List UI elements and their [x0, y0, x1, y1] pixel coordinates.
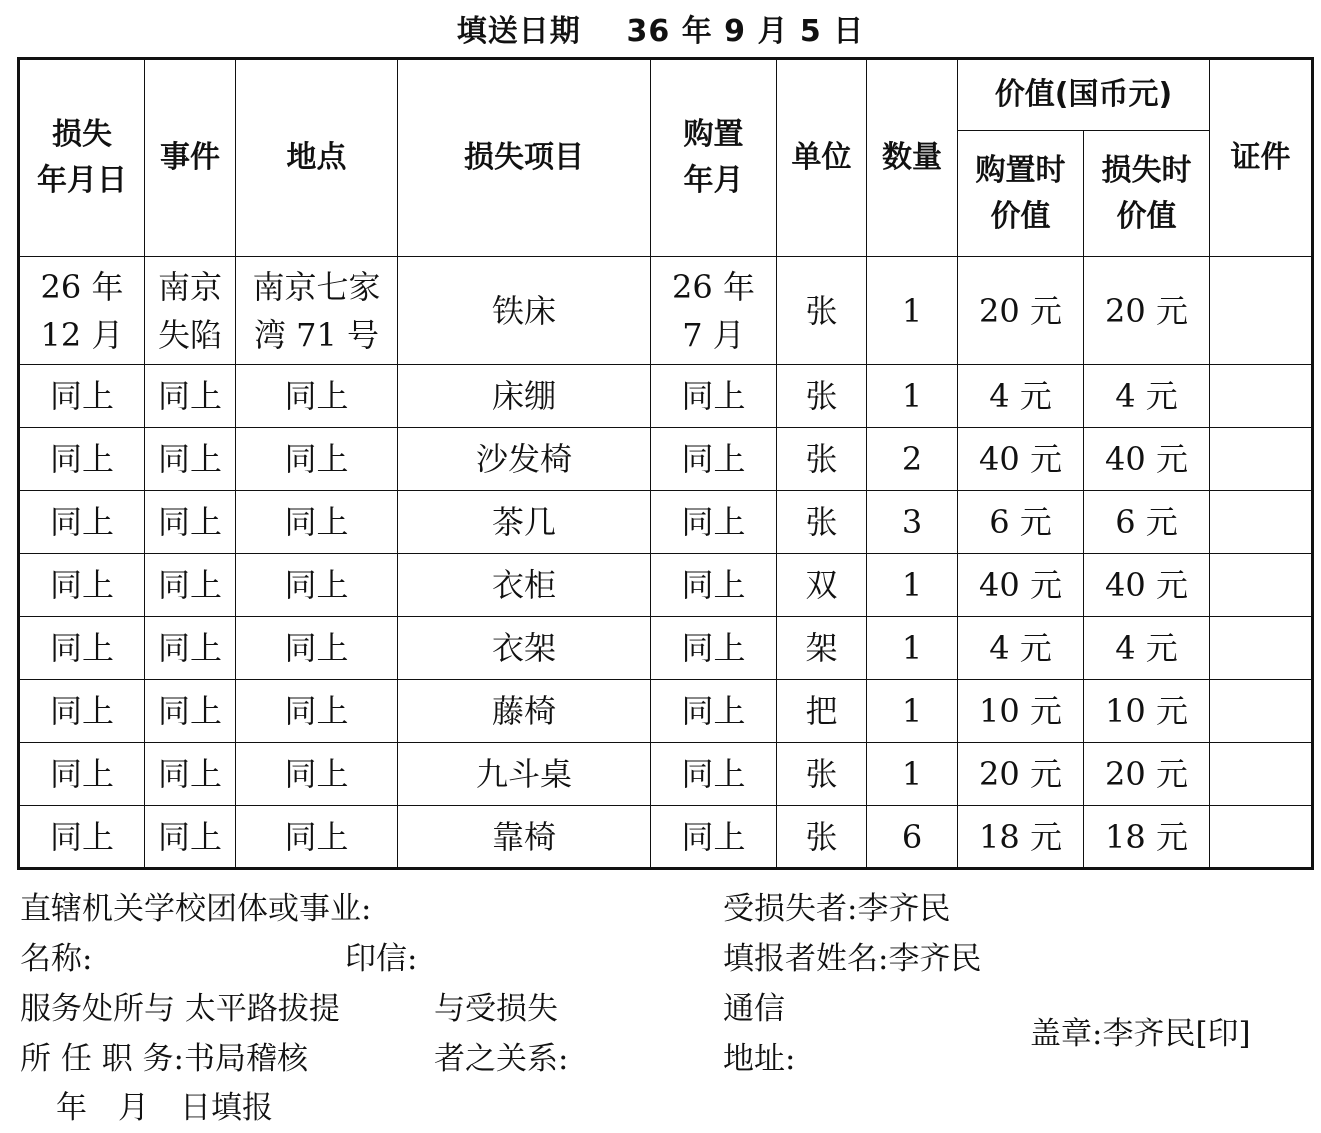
cell-event: 南京 失陷 — [145, 257, 236, 365]
position-line — [20, 1034, 308, 1084]
cell-value-at-loss: 18 元 — [1084, 806, 1210, 869]
cell-purchase-date: 同上 — [651, 365, 777, 428]
cell-event: 同上 — [145, 680, 236, 743]
cell-value-at-purchase: 6 元 — [958, 491, 1084, 554]
header-unit: 单位 — [777, 59, 867, 257]
table-row — [19, 554, 1313, 617]
cell-value-at-purchase: 4 元 — [958, 365, 1084, 428]
cell-event: 同上 — [145, 806, 236, 869]
reporter-label: 填报者姓名: — [723, 941, 889, 977]
relation-label-2: 者之关系: — [434, 1041, 569, 1077]
fill-date-line: 填送日期 36 年 9 月 5 日 — [456, 14, 865, 49]
relation-label-1: 与受损失 — [434, 991, 558, 1027]
fill-date-day: 5 — [799, 14, 822, 49]
stamp-line — [1030, 1009, 1251, 1059]
fill-date-label: 填送日期 — [456, 14, 581, 49]
table-row — [19, 365, 1313, 428]
header-loss-date: 损失 年月日 — [19, 59, 145, 257]
victim-label: 受损失者: — [723, 891, 858, 927]
table-row — [19, 428, 1313, 491]
cell-event: 同上 — [145, 617, 236, 680]
cell-purchase-date: 同上 — [651, 743, 777, 806]
header-value-at-purchase: 购置时 价值 — [958, 131, 1084, 257]
header-value-group: 价值(国币元) — [958, 59, 1210, 131]
cell-item: 床绷 — [398, 365, 651, 428]
victim-line — [723, 884, 950, 934]
cell-value-at-loss: 6 元 — [1084, 491, 1210, 554]
cell-item: 衣架 — [398, 617, 651, 680]
cell-place: 同上 — [236, 743, 398, 806]
cell-value-at-purchase: 10 元 — [958, 680, 1084, 743]
cell-value-at-loss: 4 元 — [1084, 365, 1210, 428]
table-header-row — [19, 59, 1313, 131]
ledger-body — [19, 257, 1313, 869]
cell-proof — [1210, 806, 1313, 869]
org-label: 直辖机关学校团体或事业: — [20, 891, 372, 927]
header-purchase-date: 购置 年月 — [651, 59, 777, 257]
table-row — [19, 743, 1313, 806]
cell-item: 靠椅 — [398, 806, 651, 869]
cell-value-at-loss: 10 元 — [1084, 680, 1210, 743]
cell-loss-date: 同上 — [19, 680, 145, 743]
header-place: 地点 — [236, 59, 398, 257]
cell-purchase-date: 同上 — [651, 680, 777, 743]
position-value: 书局稽核 — [184, 1041, 309, 1077]
position-label: 所 任 职 务: — [20, 1041, 185, 1077]
cell-purchase-date: 同上 — [651, 806, 777, 869]
cell-proof — [1210, 680, 1313, 743]
cell-place: 同上 — [236, 617, 398, 680]
cell-quantity: 1 — [867, 257, 958, 365]
cell-unit: 把 — [777, 680, 867, 743]
loss-ledger-table — [17, 57, 1314, 870]
header-value-at-loss: 损失时 价值 — [1084, 131, 1210, 257]
table-row — [19, 680, 1313, 743]
cell-value-at-loss: 20 元 — [1084, 257, 1210, 365]
service-value: 太平路拔提 — [184, 991, 340, 1027]
cell-value-at-purchase: 20 元 — [958, 743, 1084, 806]
service-label: 服务处所与 — [20, 991, 175, 1027]
cell-quantity: 1 — [867, 365, 958, 428]
cell-loss-date: 同上 — [19, 554, 145, 617]
cell-proof — [1210, 617, 1313, 680]
cell-value-at-loss: 40 元 — [1084, 428, 1210, 491]
cell-loss-date: 同上 — [19, 365, 145, 428]
cell-quantity: 1 — [867, 554, 958, 617]
cell-event: 同上 — [145, 428, 236, 491]
cell-proof — [1210, 365, 1313, 428]
cell-place: 同上 — [236, 428, 398, 491]
cell-value-at-loss: 20 元 — [1084, 743, 1210, 806]
cell-unit: 张 — [777, 491, 867, 554]
table-row — [19, 257, 1313, 365]
cell-loss-date: 同上 — [19, 428, 145, 491]
cell-purchase-date: 26 年 7 月 — [651, 257, 777, 365]
cell-purchase-date: 同上 — [651, 554, 777, 617]
header-item: 损失项目 — [398, 59, 651, 257]
stamp-label: 盖章: — [1030, 1016, 1103, 1052]
cell-place: 同上 — [236, 680, 398, 743]
header-proof: 证件 — [1210, 59, 1313, 257]
cell-item: 铁床 — [398, 257, 651, 365]
table-row — [19, 806, 1313, 869]
service-line — [20, 984, 340, 1034]
cell-loss-date: 同上 — [19, 617, 145, 680]
cell-value-at-purchase: 20 元 — [958, 257, 1084, 365]
cell-quantity: 1 — [867, 617, 958, 680]
address-label-1: 通信 — [723, 991, 785, 1027]
cell-proof — [1210, 491, 1313, 554]
cell-loss-date: 同上 — [19, 743, 145, 806]
cell-value-at-purchase: 40 元 — [958, 554, 1084, 617]
table-row — [19, 617, 1313, 680]
cell-place: 南京七家 湾 71 号 — [236, 257, 398, 365]
cell-event: 同上 — [145, 365, 236, 428]
cell-purchase-date: 同上 — [651, 491, 777, 554]
header-quantity: 数量 — [867, 59, 958, 257]
cell-unit: 架 — [777, 617, 867, 680]
cell-value-at-loss: 4 元 — [1084, 617, 1210, 680]
cell-value-at-purchase: 18 元 — [958, 806, 1084, 869]
address-label-2: 地址: — [723, 1041, 796, 1077]
cell-loss-date: 26 年 12 月 — [19, 257, 145, 365]
cell-proof — [1210, 554, 1313, 617]
cell-event: 同上 — [145, 554, 236, 617]
cell-quantity: 3 — [867, 491, 958, 554]
header-event: 事件 — [145, 59, 236, 257]
cell-place: 同上 — [236, 491, 398, 554]
cell-unit: 双 — [777, 554, 867, 617]
cell-proof — [1210, 257, 1313, 365]
cell-value-at-purchase: 40 元 — [958, 428, 1084, 491]
cell-loss-date: 同上 — [19, 806, 145, 869]
cell-purchase-date: 同上 — [651, 428, 777, 491]
cell-proof — [1210, 428, 1313, 491]
table-row — [19, 491, 1313, 554]
cell-item: 九斗桌 — [398, 743, 651, 806]
cell-proof — [1210, 743, 1313, 806]
cell-loss-date: 同上 — [19, 491, 145, 554]
name-label: 名称: — [20, 941, 93, 977]
cell-quantity: 2 — [867, 428, 958, 491]
fill-date-year: 36 — [626, 14, 671, 49]
cell-item: 藤椅 — [398, 680, 651, 743]
cell-item: 沙发椅 — [398, 428, 651, 491]
cell-value-at-loss: 40 元 — [1084, 554, 1210, 617]
cell-unit: 张 — [777, 806, 867, 869]
cell-purchase-date: 同上 — [651, 617, 777, 680]
cell-event: 同上 — [145, 491, 236, 554]
victim-name: 李齐民 — [857, 891, 951, 927]
filled-date: 年 月 日填报 — [56, 1090, 273, 1126]
cell-quantity: 1 — [867, 680, 958, 743]
cell-place: 同上 — [236, 365, 398, 428]
reporter-name: 李齐民 — [888, 941, 982, 977]
fill-date-month: 9 — [724, 14, 747, 49]
cell-unit: 张 — [777, 428, 867, 491]
cell-place: 同上 — [236, 806, 398, 869]
cell-quantity: 1 — [867, 743, 958, 806]
cell-unit: 张 — [777, 365, 867, 428]
reporter-line — [723, 934, 981, 984]
cell-unit: 张 — [777, 743, 867, 806]
cell-value-at-purchase: 4 元 — [958, 617, 1084, 680]
cell-item: 衣柜 — [398, 554, 651, 617]
cell-place: 同上 — [236, 554, 398, 617]
stamp-value: 李齐民[印] — [1102, 1016, 1251, 1052]
cell-event: 同上 — [145, 743, 236, 806]
cell-unit: 张 — [777, 257, 867, 365]
cell-item: 茶几 — [398, 491, 651, 554]
seal-label: 印信: — [345, 941, 418, 977]
cell-quantity: 6 — [867, 806, 958, 869]
